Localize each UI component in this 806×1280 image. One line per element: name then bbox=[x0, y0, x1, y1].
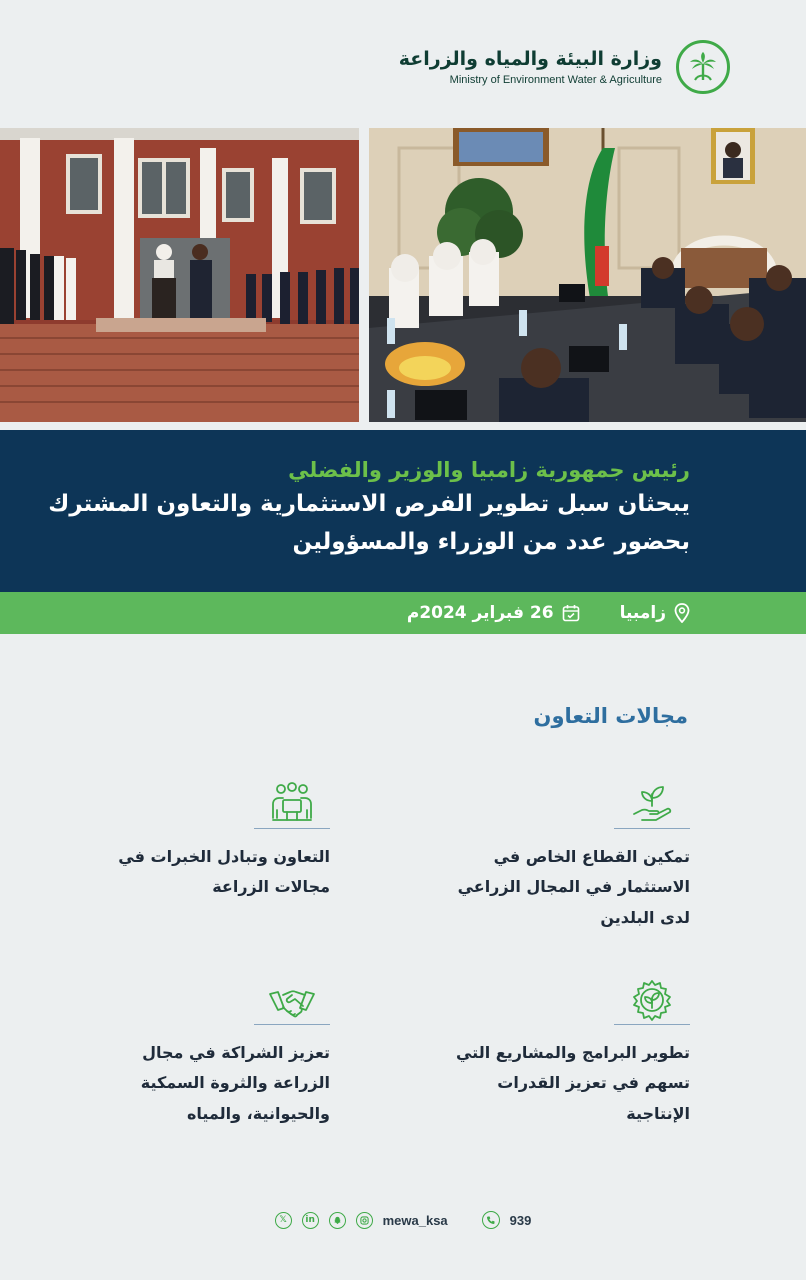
location-pin-icon bbox=[674, 603, 690, 623]
calendar-icon bbox=[562, 604, 580, 622]
card-divider bbox=[254, 828, 330, 829]
gear-leaf-icon bbox=[614, 968, 690, 1022]
location-text: زامبيا bbox=[619, 603, 666, 623]
headline-subtitle: رئيس جمهورية زامبيا والوزير والفضلي bbox=[288, 458, 690, 482]
social-handle[interactable]: mewa_ksa bbox=[382, 1212, 448, 1228]
card-divider bbox=[614, 1024, 690, 1025]
ministry-name-en: Ministry of Environment Water & Agriculture bbox=[449, 74, 662, 87]
headline-line-2: بحضور عدد من الوزراء والمسؤولين bbox=[292, 529, 690, 556]
card-text: تمكين القطاع الخاص في الاستثمار في المجال الزراعي لدى البلدين bbox=[457, 847, 690, 927]
ministry-name-ar: وزارة البيئة والمياه والزراعة bbox=[398, 47, 662, 70]
info-strip bbox=[0, 592, 806, 634]
date-text: 26 فبراير 2024م bbox=[406, 603, 554, 623]
snapchat-icon[interactable] bbox=[329, 1212, 346, 1229]
card-text: تطوير البرامج والمشاريع التي تسهم في تعزيز القدرات الإنتاجية bbox=[455, 1043, 690, 1123]
cooperation-card-private-sector bbox=[450, 772, 690, 942]
plant-hand-icon bbox=[614, 772, 690, 826]
team-meeting-icon bbox=[254, 772, 330, 826]
headline-line-1: يبحثان سبل تطوير الفرص الاستثمارية والتعاون المشترك bbox=[48, 491, 690, 518]
phone-icon bbox=[482, 1211, 500, 1229]
ministry-logo bbox=[399, 40, 730, 94]
cooperation-card-programs bbox=[450, 968, 690, 1138]
phone-number[interactable]: 939 bbox=[509, 1212, 532, 1228]
photo-meeting-room bbox=[369, 128, 806, 422]
cooperation-card-partnership bbox=[90, 968, 330, 1138]
cooperation-card-expertise bbox=[90, 772, 330, 912]
handshake-icon bbox=[254, 968, 330, 1022]
card-text: التعاون وتبادل الخبرات في مجالات الزراعة bbox=[118, 847, 330, 897]
palm-emblem-icon bbox=[676, 40, 730, 94]
card-divider bbox=[254, 1024, 330, 1025]
location-info bbox=[620, 603, 690, 623]
headline-band bbox=[0, 430, 806, 592]
x-icon[interactable]: 𝕏 bbox=[275, 1212, 292, 1229]
event-photos bbox=[0, 128, 806, 424]
card-text: تعزيز الشراكة في مجال الزراعة والثروة السمكية والحيوانية، والمياه bbox=[140, 1043, 330, 1123]
section-title: مجالات التعاون bbox=[533, 704, 688, 728]
linkedin-icon[interactable]: in bbox=[302, 1212, 319, 1229]
date-info bbox=[407, 603, 580, 623]
instagram-icon[interactable] bbox=[356, 1212, 373, 1229]
footer bbox=[0, 1208, 806, 1232]
card-divider bbox=[614, 828, 690, 829]
photo-building-handshake bbox=[0, 128, 359, 422]
